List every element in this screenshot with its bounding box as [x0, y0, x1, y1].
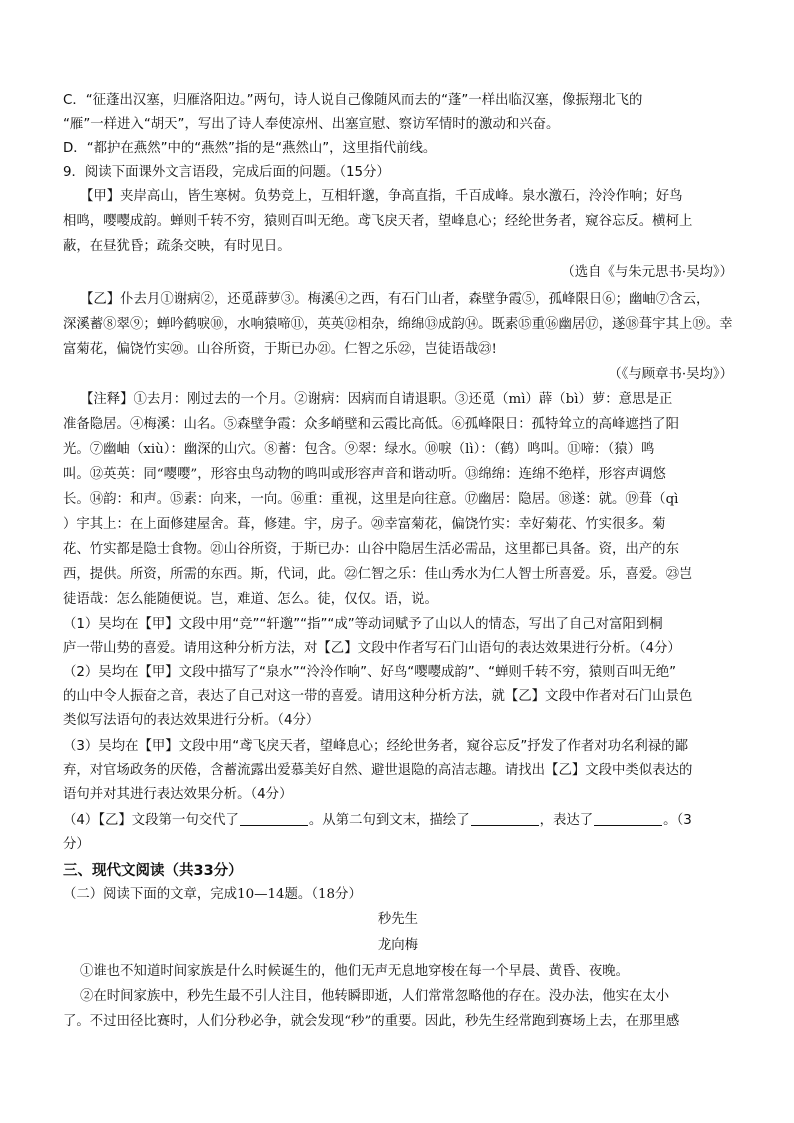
article-title: 秒先生	[377, 912, 419, 927]
annotation-line-5: 长。⑭韵：和声。⑮素：向来，一向。⑯重：重视，这里是向往意。⑰幽居：隐居。⑱遂：就。⑲葺（qì	[63, 492, 679, 507]
annotation-line-8: 西，提供。所资，所需的东西。斯，代词，此。㉒仁智之乐：佳山秀水为仁人智士所喜爱。乐，喜爱。㉓岂	[63, 567, 693, 582]
annotation-line-9: 徒语哉：怎么能随便说。岂，难道、怎么。徒，仅仅。语，说。	[63, 592, 438, 607]
subquestion-2-line-1: （2）吴均在【甲】文段中描写了“泉水”“泠泠作响”、好鸟“嘤嘤成韵”、“蝉则千转不穷，猿则百叫无绝”	[63, 665, 677, 680]
article-paragraph-2-line-1: ②在时间家族中，秒先生最不引人注目，他转瞬即逝，人们常常忽略他的存在。没办法，他实在太小	[80, 989, 670, 1004]
annotation-line-7: 花、竹实都是隐士食物。㉑山谷所资，于斯已办：山谷中隐居生活必需品，这里都已具备。资，出产的东	[63, 542, 679, 557]
annotation-line-2: 准备隐居。④梅溪：山名。⑤森壁争霞：众多峭壁和云霞比高低。⑥孤峰限日：孤特耸立的高峰遮挡了阳	[63, 417, 679, 432]
section-instruction: （二）阅读下面的文章，完成10—14题。（18分）	[63, 887, 362, 902]
annotation-line-4: 叫。⑫英英：同“嘤嘤”，形容虫鸟动物的鸣叫或形容声音和谐动听。⑬绵绵：连绵不绝样，形容声调悠	[63, 467, 666, 482]
passage-yi-line-3: 富菊花，偏饶竹实⑳。山谷所资，于斯已办㉑。仁智之乐㉒，岂徒语哉㉓!	[63, 342, 497, 357]
answer-blank-1[interactable]	[240, 813, 308, 826]
passage-yi-line-2: 深溪蓄⑧翠⑨；蝉吟鹤唳⑩，水响猿啼⑪，英英⑫相杂，绵绵⑬成韵⑭。既素⑮重⑯幽居⑰，遂⑱葺宇其上⑲。幸	[63, 317, 733, 332]
subquestion-4-part-1: （4）【乙】文段第一句交代了	[63, 813, 239, 828]
article-paragraph-1: ①谁也不知道时间家族是什么时候诞生的，他们无声无息地穿梭在每一个早晨、黄昏、夜晚。	[80, 964, 630, 979]
option-c-line-1: C．“征蓬出汉塞，归雁洛阳边。”两句，诗人说自己像随风而去的“蓬”一样出临汉塞，像振翔北飞的	[63, 93, 643, 108]
subquestion-2-line-3: 类似写法语句的表达效果进行分析。（4分）	[63, 713, 320, 728]
question-9-stem: 9．阅读下面课外文言语段，完成后面的问题。（15分）	[63, 165, 390, 180]
passage-yi-source: （《与顾章书·吴均》）	[608, 367, 733, 382]
subquestion-3-line-1: （3）吴均在【甲】文段中用“鸢飞戾天者，望峰息心；经纶世务者，窥谷忘反”抒发了作者对功名利禄的鄙	[63, 739, 688, 754]
answer-blank-2[interactable]	[471, 813, 539, 826]
answer-blank-3[interactable]	[594, 813, 662, 826]
subquestion-3-line-2: 弃，对官场政务的厌倦，含蓄流露出爱慕美好自然、避世退隐的高洁志趣。请找出【乙】文段中类似表达的	[63, 763, 693, 778]
subquestion-4-tail: 分）	[63, 837, 90, 852]
subquestion-4-part-4: 。（3	[663, 813, 692, 828]
passage-jia-line-3: 蔽，在昼犹昏；疏条交映，有时见日。	[63, 239, 291, 254]
passage-jia-line-1: 【甲】夹岸高山，皆生寒树。负势竞上，互相轩邈，争高直指，千百成峰。泉水激石，泠泠作响；好鸟	[80, 189, 683, 204]
passage-jia-line-2: 相鸣，嘤嘤成韵。蝉则千转不穷，猿则百叫无绝。鸢飞戾天者，望峰息心；经纶世务者，窥谷忘反。横柯上	[63, 214, 693, 229]
subquestion-2-line-2: 的山中令人振奋之音，表达了自己对这一带的喜爱。请用这种分析方法，就【乙】文段中作者对石门山景色	[63, 689, 693, 704]
passage-yi-line-1: 【乙】仆去月①谢病②，还觅薜萝③。梅溪④之西，有石门山者，森壁争霞⑤，孤峰限日⑥；幽岫⑦含云，	[80, 292, 710, 307]
subquestion-4-part-3: ，表达了	[539, 813, 594, 828]
option-d: D．“都护在燕然”中的“燕然”指的是“燕然山”，这里指代前线。	[63, 141, 437, 156]
section-heading: 三、现代文阅读（共33分）	[63, 863, 243, 879]
article-paragraph-2-line-2: 了。不过田径比赛时，人们分秒必争，就会发现“秒”的重要。因此，秒先生经常跑到赛场上去，在那里感	[63, 1014, 680, 1029]
subquestion-1-line-1: （1）吴均在【甲】文段中用“竞”“轩邈”“指”“成”等动词赋予了山以人的情态，写出了自己对富阳到桐	[63, 617, 663, 632]
subquestion-1-line-2: 庐一带山势的喜爱。请用这种分析方法，对【乙】文段中作者写石门山语句的表达效果进行分析。（4分）	[63, 641, 681, 656]
annotation-line-3: 光。⑦幽岫（xiù）：幽深的山穴。⑧蓄：包含。⑨翠：绿水。⑩唳（lì）：（鹤）鸣叫。⑪啼：（猿）鸣	[63, 442, 655, 457]
article-author: 龙向梅	[377, 938, 419, 953]
subquestion-4-part-2: 。从第二句到文末，描绘了	[308, 813, 470, 828]
option-c-line-2: “雁”一样进入“胡天”，写出了诗人奉使凉州、出塞宣慰、察访军情时的激动和兴奋。	[63, 117, 560, 132]
annotation-line-6: ）宇其上：在上面修建屋舍。葺，修建。宇，房子。⑳幸富菊花，偏饶竹实：幸好菊花、竹实很多。菊	[63, 517, 666, 532]
subquestion-3-line-3: 语句并对其进行表达效果分析。（4分）	[63, 787, 293, 802]
annotation-line-1: 【注释】①去月：刚过去的一个月。②谢病：因病而自请退职。③还觅（mì）薜（bì）萝：意思是正	[80, 392, 673, 407]
passage-jia-source: （选自《与朱元思书·吴均》）	[561, 265, 733, 280]
subquestion-4	[63, 812, 733, 830]
